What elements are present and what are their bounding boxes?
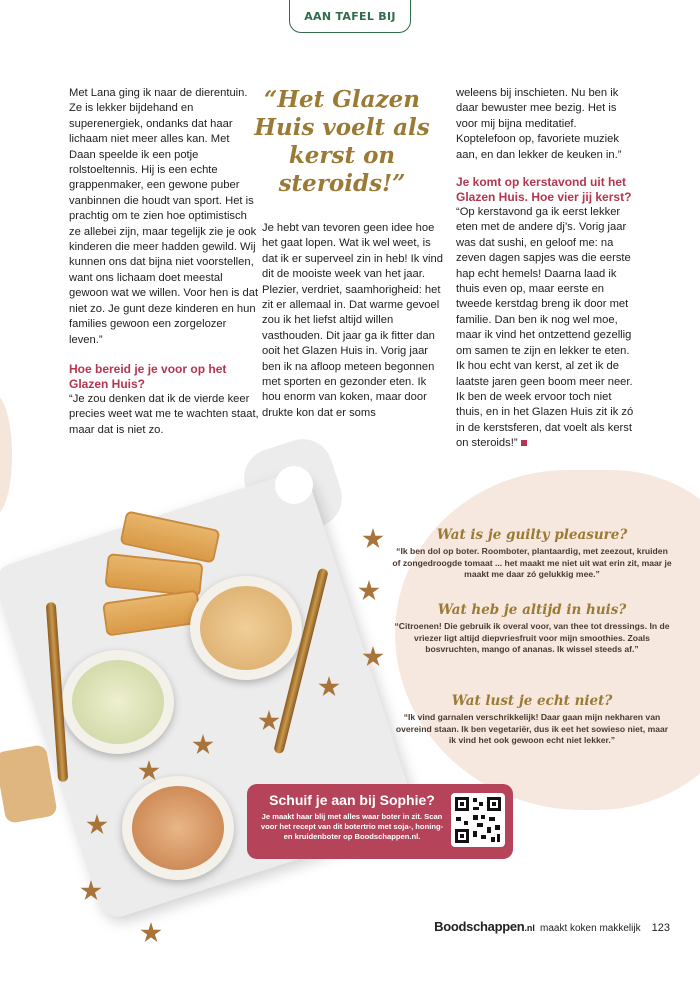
section-tab: AAN TAFEL BIJ <box>289 0 411 33</box>
column-3 <box>456 86 636 452</box>
pull-quote: “Het Glazen Huis voelt als kerst on steroids!” <box>254 86 430 197</box>
interview-question: Je komt op kerstavond uit het Glazen Huis. Hoe vier jij kerst? <box>456 175 632 205</box>
decorative-shape <box>0 395 12 515</box>
column-1 <box>69 86 259 438</box>
faq-item <box>392 601 672 656</box>
paragraph-text: “Op kerstavond ga ik eerst lekker eten met de andere dj’s. Vorig jaar was dat sushi, en geloof me: na zeven dagen sapjes was die eerste hap echt hemels! Daarna laad ik thuis even op, maar eerste en tweede kerstdag breng ik door met familie. Dan ben ik nog wel moe, maar ik vind het ontzettend gezellig om samen te zijn en lekker te eten. Ik hou echt van kerst, al zet ik de laatste jaren geen boom meer neer. Ik ben de week ervoor toch niet thuis, en in het Glazen Huis zit ik zó in de kerstsferen, dat voelt als kerst on steroids!” <box>456 206 634 450</box>
end-mark <box>521 440 527 446</box>
star-decoration <box>358 580 380 602</box>
promo-body: Je maakt haar blij met alles waar boter in zit. Scan voor het recept van dit botertrio met soja-, honing- en kruidenboter op Boodschappen.nl. <box>260 812 444 841</box>
faq-answer: “Ik ben dol op boter. Roomboter, plantaardig, met zeezout, kruiden of zongedroogde tomaat ... het maakt me niet uit wat erin zit, maar je maakt me daar zó gelukkig mee.” <box>392 546 672 579</box>
board-hole <box>275 466 313 504</box>
page-footer <box>434 919 670 934</box>
butter-bowl-honey <box>190 576 302 680</box>
star-decoration <box>362 528 384 550</box>
paragraph: Je hebt van tevoren geen idee hoe het gaat lopen. Wat ik wel weet, is dat ik er superveel zin in heb! Ik vind dit de mooiste week van het jaar. Plezier, verdriet, saamhorigheid: het zit er allemaal in. Dat warme gevoel zou ik het liefst altijd willen vasthouden. Dit jaar ga ik fitter dan ooit het Glazen Huis in. Vorig jaar ben ik na afloop meteen begonnen met sporten en gezonder eten. Ik hou enorm van koken, maar door drukte kon dat er soms <box>262 222 443 419</box>
bread-piece <box>0 744 58 824</box>
page-number: 123 <box>651 922 670 934</box>
brand-tagline: maakt koken makkelijk <box>539 923 641 934</box>
faq-question: Wat lust je echt niet? <box>451 693 613 709</box>
faq-question: Wat is je guilty pleasure? <box>436 527 628 543</box>
paragraph: weleens bij inschieten. Nu ben ik daar bewuster mee bezig. Het is voor mij bijna meditatief. Koptelefoon op, favoriete muziek aan, en dan lekker de keuken in.” <box>456 87 622 161</box>
paragraph: “Je zou denken dat ik de vierde keer precies weet wat me te wachten staat, maar dat is niet zo. <box>69 392 259 436</box>
faq-answer: “Citroenen! Die gebruik ik overal voor, van thee tot dressings. In de vriezer ligt altijd diepvriesfruit voor mijn smoothies. Zoals bosvruchten, mango of ananas. Ik wissel steeds af.” <box>394 621 670 654</box>
paragraph <box>456 205 636 452</box>
faq-item <box>392 526 672 581</box>
faq-question: Wat heb je altijd in huis? <box>437 602 627 618</box>
faq-answer: “Ik vind garnalen verschrikkelijk! Daar gaan mijn nekharen van overeind staan. Ik ben vegetariër, dus ik eet het sowieso niet, maar ik vind het ook gewoon echt niet lekker.” <box>395 712 669 745</box>
recipe-promo-box <box>247 784 513 859</box>
butter-bowl-herb <box>62 650 174 754</box>
brand-suffix: .nl <box>524 923 535 933</box>
column-2 <box>262 221 447 421</box>
brand-logo: Boodschappen <box>434 919 525 934</box>
butter-bowl-soy <box>122 776 234 880</box>
paragraph: Met Lana ging ik naar de dierentuin. Ze is lekker bijdehand en superenergiek, ondanks dat haar lichaam niet meer alles kan. Met Daan speelde ik een potje rolstoeltennis. Hij is een echte grappenmaker, een gewone puber vanbinnen die houdt van sport. Het is prachtig om te zien hoe optimistisch ze allebei zijn, maar tegelijk zie je ook kinderen die meer hadden gewild. Wij kunnen ons dat bijna niet voorstellen, want ons lichaam doet meestal gewoon wat we willen. Voor hen is dat niet zo. Je gunt deze kinderen en hun families gewoon een zorgelozer leven.” <box>69 87 259 346</box>
star-decoration <box>140 922 162 944</box>
promo-title: Schuif je aan bij Sophie? <box>269 792 435 808</box>
qr-code-icon[interactable] <box>451 793 505 847</box>
faq-item <box>392 692 672 747</box>
interview-question: Hoe bereid je je voor op het Glazen Huis? <box>69 361 227 391</box>
